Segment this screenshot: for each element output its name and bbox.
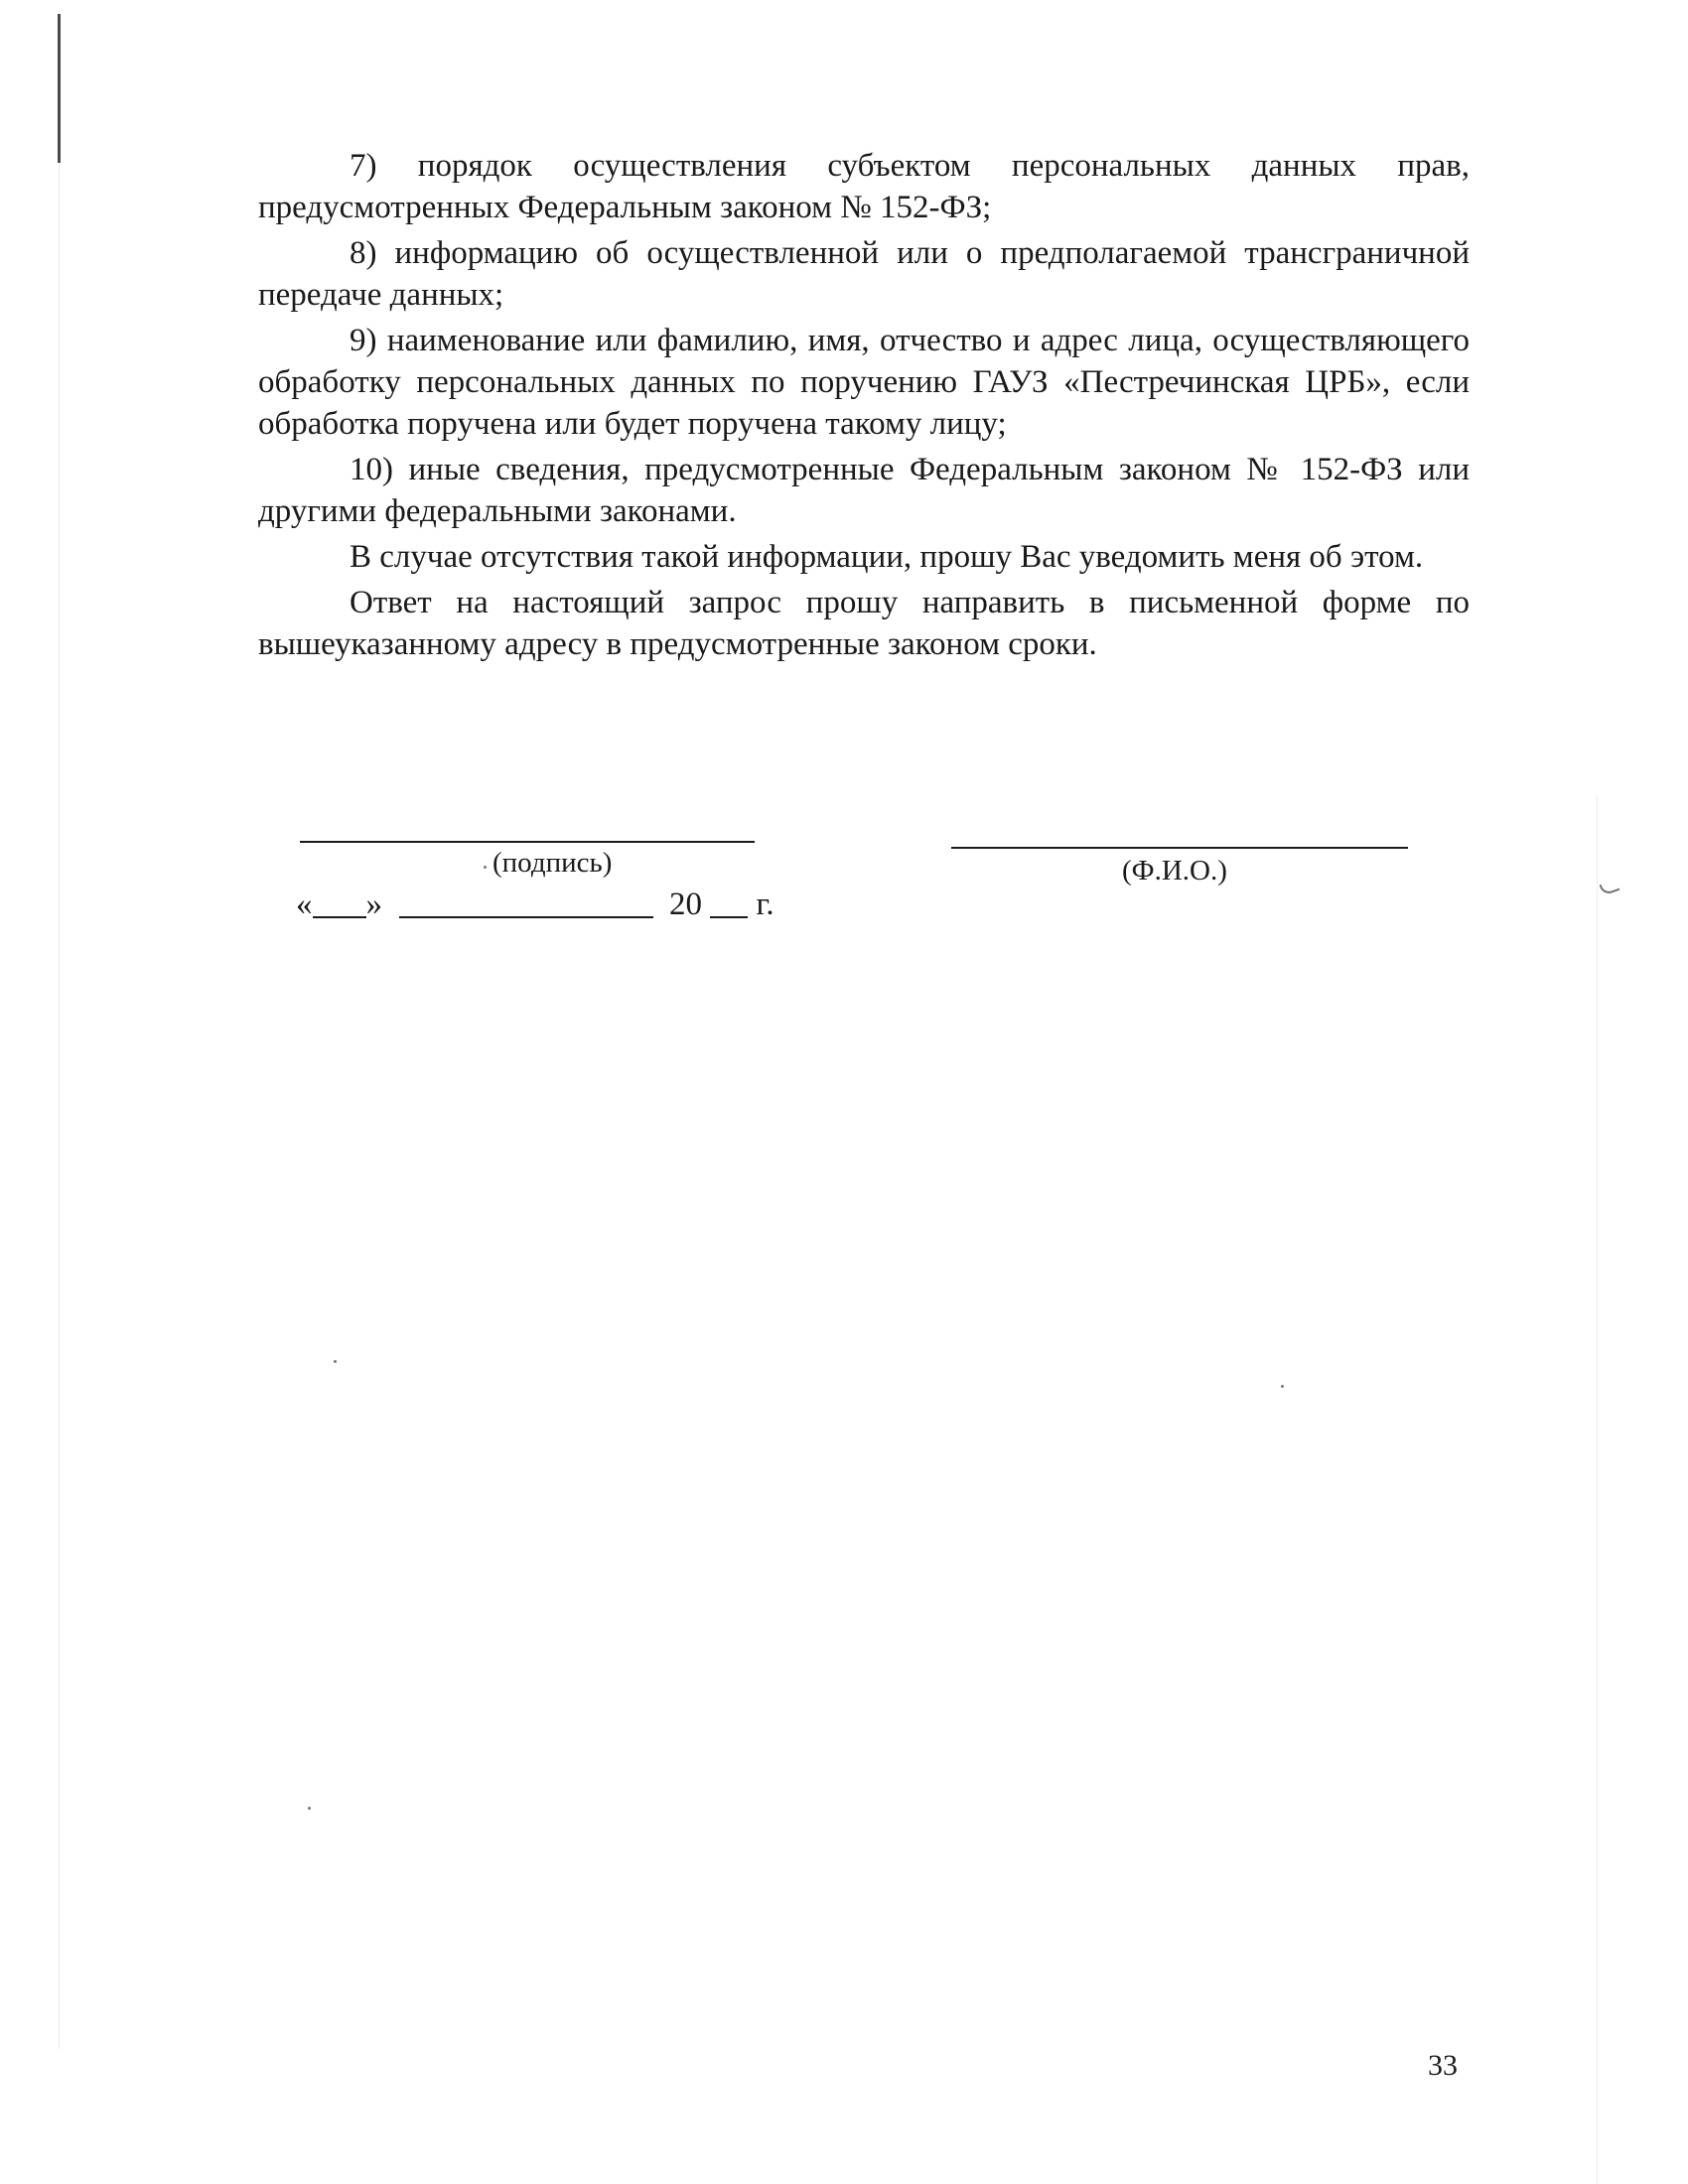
no-info-paragraph: В случае отсутствия такой информации, прошу Вас уведомить меня об этом. [350,539,1424,575]
scan-speck [308,1807,311,1810]
signature-line [300,841,755,843]
signature-block [0,0,1688,993]
scan-speck [1281,1385,1284,1388]
full-name-caption: (Ф.И.О.) [1122,855,1227,887]
signature-caption: (подпись) [492,847,613,879]
scan-speck [484,866,487,869]
scan-speck [334,1360,337,1363]
list-item-9: 9) наименование или фамилию, имя, отчество и адрес лица, осуществляющего обработку персональных данных по поручению ГАУЗ «Пестречинская ЦРБ», если обработка поручена или будет поручена такому лицу; [258,323,1470,442]
page-number: 33 [1428,2049,1458,2082]
date-open-quote: « [296,887,313,922]
response-request-paragraph: Ответ на настоящий запрос прошу направить в письменной форме по вышеуказанному адресу в предусмотренные законом сроки. [258,585,1470,662]
date-year-prefix: 20 [669,887,702,922]
date-month-blank [399,887,653,918]
full-name-line [951,847,1408,849]
scan-edge-shadow-right [1597,794,1598,2184]
list-item-10: 10) иные сведения, предусмотренные Федеральным законом № 152-ФЗ или другими федеральными законами. [258,452,1470,529]
date-year-suffix: г. [756,887,774,922]
date-row [296,885,774,924]
date-year-blank [710,887,748,918]
date-day-blank [313,887,366,918]
list-item-8: 8) информацию об осуществленной или о предполагаемой трансграничной передаче данных; [258,235,1470,313]
list-item-7: 7) порядок осуществления субъектом персональных данных прав, предусмотренных Федеральным законом № 152-ФЗ; [258,148,1470,225]
date-close-quote: » [365,887,382,922]
